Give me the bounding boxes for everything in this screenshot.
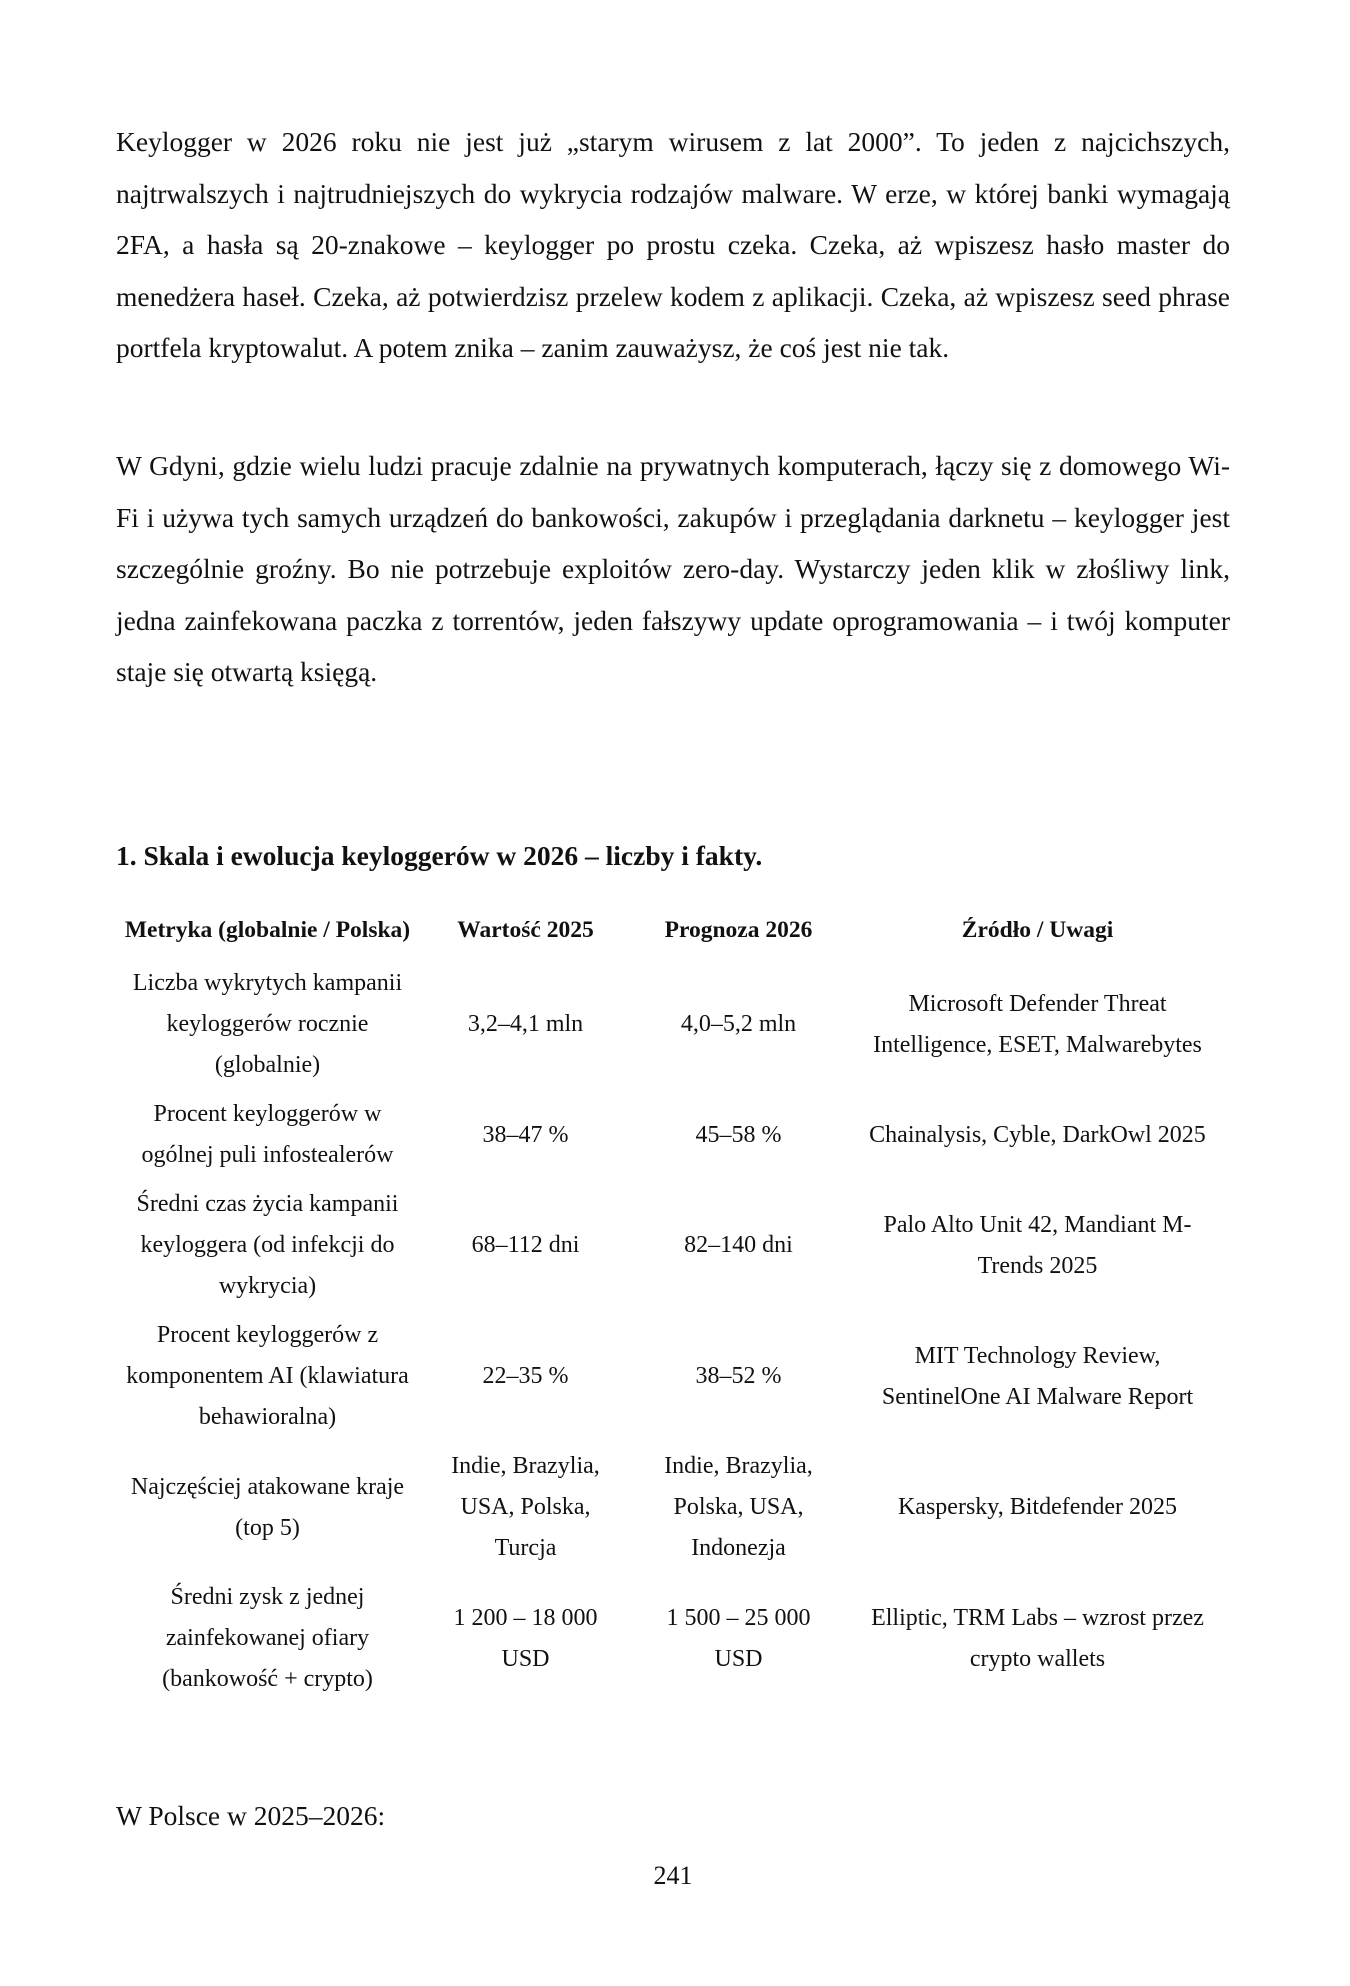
- cell-forecast-2026: 1 500 – 25 000 USD: [666, 1604, 811, 1672]
- cell-value-2025: 22–35 %: [482, 1363, 569, 1389]
- cell-forecast-2026: Indie, Brazylia, Polska, USA, Indonezja: [664, 1453, 813, 1561]
- column-header-metric: Metryka (globalnie / Polska): [124, 917, 411, 943]
- cell-value-2025: Indie, Brazylia, USA, Polska, Turcja: [451, 1453, 600, 1561]
- table-row: [116, 1311, 1230, 1442]
- statistics-table: [116, 908, 1230, 1704]
- cell-metric: Procent keyloggerów w ogólnej puli infostealerów: [141, 1101, 394, 1168]
- page-number: 241: [653, 1861, 693, 1890]
- cell-metric: Średni zysk z jednej zainfekowanej ofiary (bankowość + crypto): [162, 1584, 373, 1692]
- column-header-value-2025: Wartość 2025: [457, 917, 594, 943]
- closing-line: W Polsce w 2025–2026:: [116, 1800, 386, 1831]
- column-header-forecast-2026: Prognoza 2026: [664, 917, 813, 943]
- table-row: [116, 1180, 1230, 1311]
- cell-metric: Średni czas życia kampanii keyloggera (od infekcji do wykrycia): [136, 1191, 399, 1299]
- cell-value-2025: 1 200 – 18 000 USD: [453, 1604, 598, 1672]
- cell-forecast-2026: 45–58 %: [695, 1121, 782, 1148]
- cell-source: Chainalysis, Cyble, DarkOwl 2025: [869, 1121, 1206, 1148]
- cell-value-2025: 3,2–4,1 mln: [467, 1011, 584, 1037]
- table-row: [116, 1090, 1230, 1180]
- cell-value-2025: 38–47 %: [482, 1121, 569, 1148]
- cell-forecast-2026: 82–140 dni: [684, 1232, 793, 1258]
- cell-source: MIT Technology Review, SentinelOne AI Malware Report: [881, 1342, 1194, 1410]
- table-row: [116, 1442, 1230, 1573]
- table-row: [116, 1573, 1230, 1704]
- cell-metric: Liczba wykrytych kampanii keyloggerów rocznie (globalnie): [132, 970, 403, 1078]
- cell-source: Palo Alto Unit 42, Mandiant M-Trends 2025: [883, 1211, 1192, 1279]
- cell-forecast-2026: 4,0–5,2 mln: [680, 1011, 797, 1037]
- section-heading: 1. Skala i ewolucja keyloggerów w 2026 – liczby i fakty.: [116, 840, 763, 871]
- cell-source: Microsoft Defender Threat Intelligence, ESET, Malwarebytes: [873, 990, 1202, 1058]
- cell-source: Kaspersky, Bitdefender 2025: [897, 1494, 1178, 1520]
- cell-value-2025: 68–112 dni: [471, 1232, 580, 1258]
- cell-metric: Najczęściej atakowane kraje (top 5): [130, 1473, 405, 1541]
- table-header-row: [116, 908, 1230, 959]
- cell-metric: Procent keyloggerów z komponentem AI (klawiatura behawioralna): [126, 1322, 409, 1430]
- cell-source: Elliptic, TRM Labs – wzrost przez crypto wallets: [871, 1604, 1204, 1672]
- body-paragraph: Keylogger w 2026 roku nie jest już „starym wirusem z lat 2000”. To jeden z najcichszych, najtrwalszych i najtrudniejszych do wykrycia rodzajów malware. W erze, w której banki wymagają 2FA, a hasła są 20-znakowe – keylogger po prostu czeka. Czeka, aż wpiszesz hasło master do menedżera haseł. Czeka, aż potwierdzisz przelew kodem z aplikacji. Czeka, aż wpiszesz seed phrase portfela kryptowalut. A potem znika – zanim zauważysz, że coś jest nie tak.: [116, 126, 1230, 363]
- body-paragraph: W Gdyni, gdzie wielu ludzi pracuje zdalnie na prywatnych komputerach, łączy się z domowego Wi-Fi i używa tych samych urządzeń do bankowości, zakupów i przeglądania darknetu – keylogger jest szczególnie groźny. Bo nie potrzebuje exploitów zero-day. Wystarczy jeden klik w złośliwy link, jedna zainfekowana paczka z torrentów, jeden fałszywy update oprogramowania – i twój komputer staje się otwartą księgą.: [116, 450, 1230, 687]
- cell-forecast-2026: 38–52 %: [695, 1363, 782, 1389]
- table-row: [116, 959, 1230, 1090]
- column-header-source: Źródło / Uwagi: [961, 917, 1114, 943]
